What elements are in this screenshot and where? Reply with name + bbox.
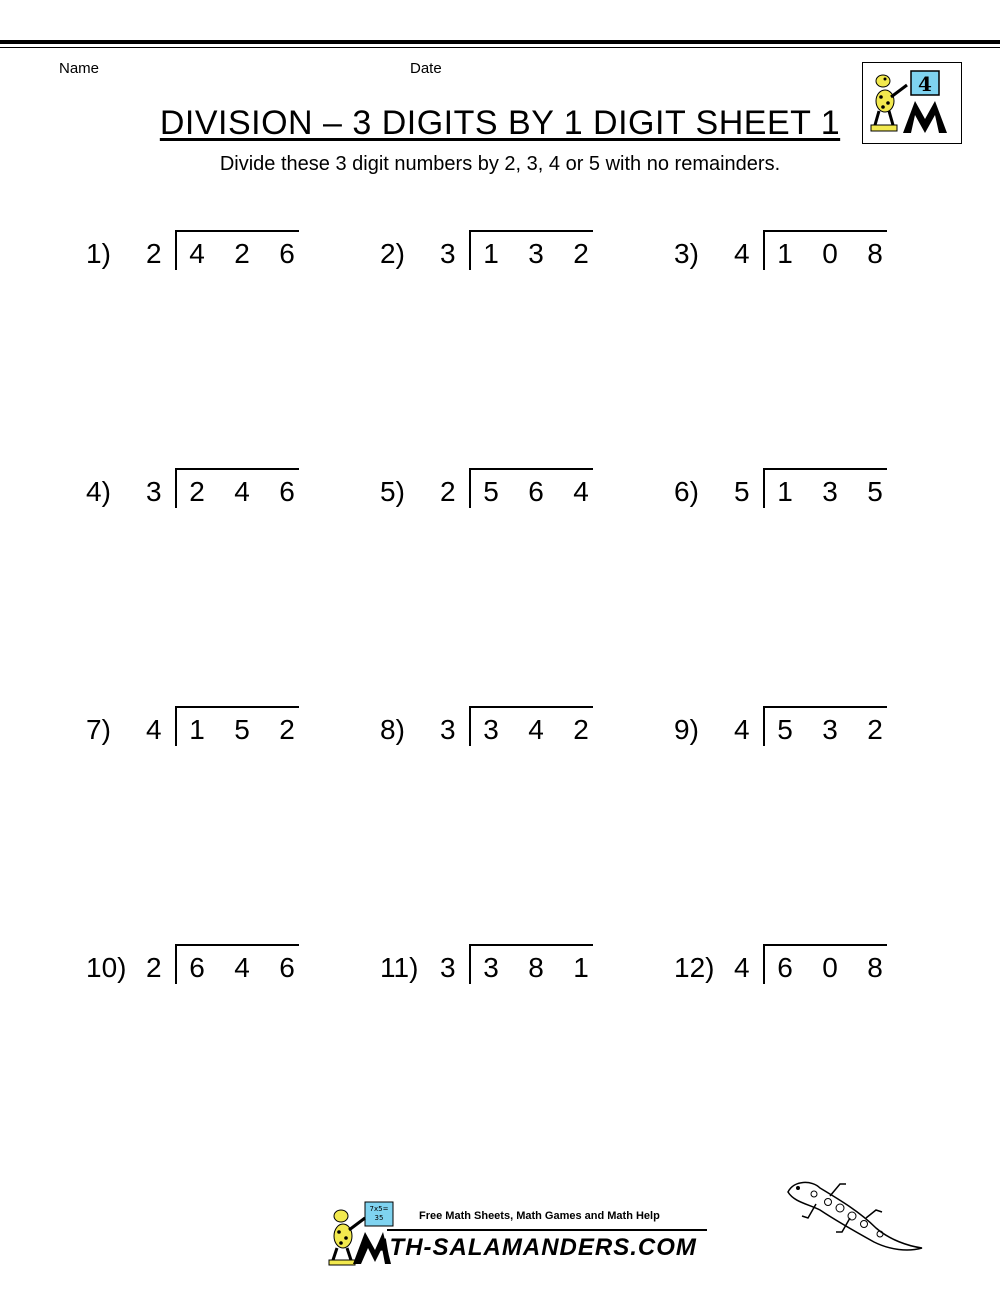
dividend-digit: 5 xyxy=(483,476,499,507)
dividend-digit: 2 xyxy=(573,238,589,269)
top-rule-thin xyxy=(0,47,1000,48)
dividend xyxy=(480,238,592,270)
dividend-digit: 4 xyxy=(234,952,250,983)
dividend-digit: 6 xyxy=(279,952,295,983)
dividend xyxy=(186,476,298,508)
problem-10 xyxy=(86,944,316,994)
divisor: 2 xyxy=(146,952,162,983)
dividend-digit: 1 xyxy=(573,952,589,983)
dividend-digit: 1 xyxy=(483,238,499,269)
problem-number: 1) xyxy=(86,238,111,269)
dividend-digit: 3 xyxy=(483,714,499,745)
problem-number: 3) xyxy=(674,238,699,269)
divisor: 3 xyxy=(440,714,456,745)
dividend-digit: 8 xyxy=(528,952,544,983)
problem-9 xyxy=(674,706,904,756)
dividend-digit: 2 xyxy=(573,714,589,745)
dividend xyxy=(186,238,298,270)
divisor: 4 xyxy=(734,952,750,983)
dividend xyxy=(774,476,886,508)
dividend-digit: 1 xyxy=(777,476,793,507)
divisor: 2 xyxy=(146,238,162,269)
dividend-digit: 1 xyxy=(777,238,793,269)
dividend-digit: 6 xyxy=(279,238,295,269)
divisor: 2 xyxy=(440,476,456,507)
problem-number: 4) xyxy=(86,476,111,507)
dividend-digit: 5 xyxy=(777,714,793,745)
dividend-digit: 3 xyxy=(528,238,544,269)
board-equation: 7x5= xyxy=(369,1205,389,1213)
worksheet-title: DIVISION – 3 DIGITS BY 1 DIGIT SHEET 1 xyxy=(159,104,841,142)
dividend-digit: 4 xyxy=(573,476,589,507)
divisor: 4 xyxy=(734,714,750,745)
divisor: 4 xyxy=(146,714,162,745)
dividend xyxy=(774,952,886,984)
dividend-digit: 6 xyxy=(279,476,295,507)
divisor: 3 xyxy=(146,476,162,507)
dividend xyxy=(480,476,592,508)
problem-number: 10) xyxy=(86,952,127,983)
top-rule-thick xyxy=(0,40,1000,44)
problem-12 xyxy=(674,944,904,994)
dividend-digit: 3 xyxy=(822,476,838,507)
problem-7 xyxy=(86,706,316,756)
problem-number: 8) xyxy=(380,714,405,745)
dividend xyxy=(480,952,592,984)
dividend-digit: 2 xyxy=(189,476,205,507)
board-answer: 35 xyxy=(374,1214,384,1222)
problem-4 xyxy=(86,468,316,518)
footer-divider xyxy=(387,1229,707,1231)
date-label: Date xyxy=(410,60,442,77)
dividend-digit: 5 xyxy=(234,714,250,745)
dividend xyxy=(186,952,298,984)
dividend-digit: 6 xyxy=(777,952,793,983)
dividend-digit: 5 xyxy=(867,476,883,507)
dividend-digit: 8 xyxy=(867,952,883,983)
dividend-digit: 1 xyxy=(189,714,205,745)
problem-3 xyxy=(674,230,904,280)
salamander-icon xyxy=(780,1172,930,1262)
problem-5 xyxy=(380,468,610,518)
problem-number: 2) xyxy=(380,238,405,269)
divisor: 3 xyxy=(440,238,456,269)
problem-number: 5) xyxy=(380,476,405,507)
dividend xyxy=(186,714,298,746)
dividend-digit: 4 xyxy=(189,238,205,269)
dividend-digit: 6 xyxy=(189,952,205,983)
footer-brand xyxy=(325,1198,715,1268)
dividend-digit: 4 xyxy=(234,476,250,507)
divisor: 3 xyxy=(440,952,456,983)
dividend xyxy=(480,714,592,746)
problem-number: 9) xyxy=(674,714,699,745)
footer-site-url: ATH-SALAMANDERS.COM xyxy=(373,1234,697,1261)
dividend-digit: 4 xyxy=(528,714,544,745)
problem-6 xyxy=(674,468,904,518)
dividend-digit: 2 xyxy=(867,714,883,745)
dividend xyxy=(774,714,886,746)
problem-number: 6) xyxy=(674,476,699,507)
dividend-digit: 8 xyxy=(867,238,883,269)
dividend-digit: 0 xyxy=(822,238,838,269)
problem-number: 7) xyxy=(86,714,111,745)
problem-number: 11) xyxy=(380,952,419,983)
dividend-digit: 3 xyxy=(822,714,838,745)
problem-1 xyxy=(86,230,316,280)
dividend-digit: 6 xyxy=(528,476,544,507)
problem-11 xyxy=(380,944,610,994)
problem-2 xyxy=(380,230,610,280)
dividend-digit: 0 xyxy=(822,952,838,983)
dividend-digit: 3 xyxy=(483,952,499,983)
divisor: 5 xyxy=(734,476,750,507)
problem-8 xyxy=(380,706,610,756)
problem-number: 12) xyxy=(674,952,715,983)
footer-tagline: Free Math Sheets, Math Games and Math Help xyxy=(419,1210,660,1222)
name-label: Name xyxy=(59,60,100,77)
dividend xyxy=(774,238,886,270)
dividend-digit: 2 xyxy=(234,238,250,269)
worksheet-instructions: Divide these 3 digit numbers by 2, 3, 4 or 5 with no remainders. xyxy=(219,153,781,175)
dividend-digit: 2 xyxy=(279,714,295,745)
logo-grade-number: 4 xyxy=(918,72,932,96)
divisor: 4 xyxy=(734,238,750,269)
